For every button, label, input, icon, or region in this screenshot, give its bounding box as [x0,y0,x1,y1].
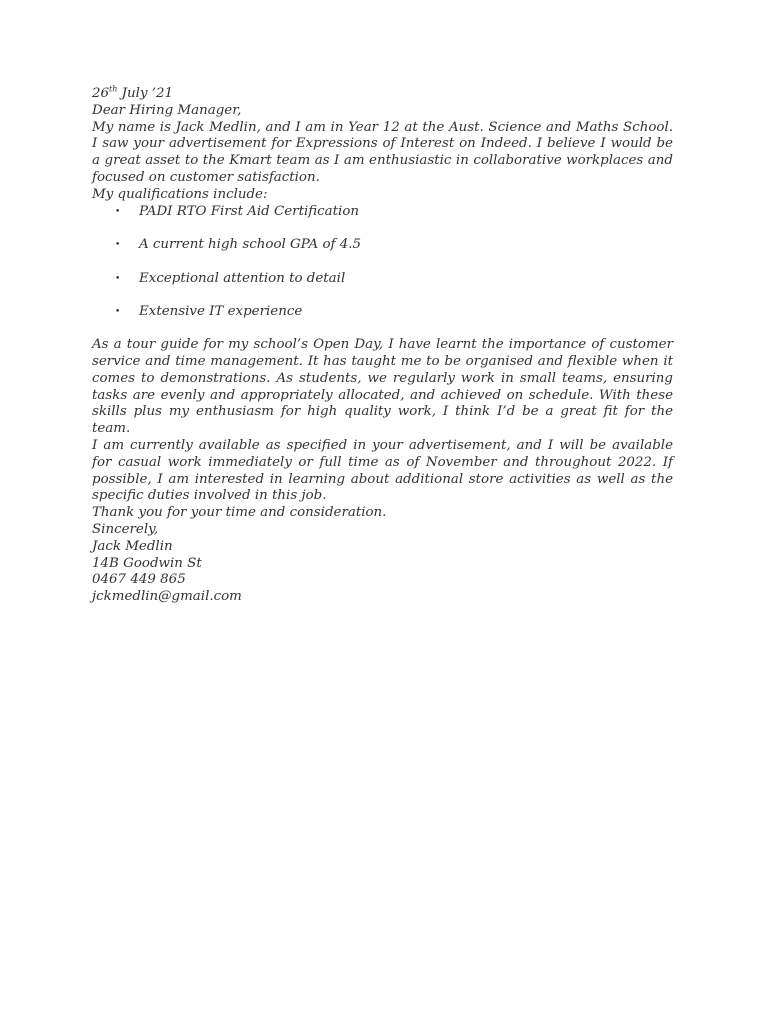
list-item [92,204,673,221]
thanks-line: Thank you for your time and consideration. [92,505,387,521]
bullet-icon: • [115,240,121,251]
date-suffix: th [109,84,118,94]
qualification-text: PADI RTO First Aid Certification [139,203,360,219]
date-day: 26 [92,86,110,101]
intro-paragraph: My name is Jack Medlin, and I am in Year 12 at the Aust. Science and Maths School. I saw your advertisement for Expressions of Interest on Indeed. I believe I would be a great asset to the Kmart team as I am enthusiastic in collaborative workplaces and focused on customer satisfaction. [92,119,673,185]
date-month-year: July ’21 [117,86,174,101]
qualification-text: Exceptional attention to detail [139,270,346,286]
qualifications-intro: My qualifications include: [92,186,268,202]
availability-paragraph: I am currently available as specified in your advertisement, and I will be available for casual work immediately or full time as of November and throughout 2022. If possible, I am interested in learning about additional store activities as well as the specific duties involved in this job. [92,437,673,504]
bullet-icon: • [115,206,121,217]
qualifications-list [92,204,673,322]
qualification-text: A current high school GPA of 4.5 [139,237,362,253]
sender-email: jckmedlin@gmail.com [92,589,242,605]
bullet-icon: • [115,307,121,318]
salutation: Dear Hiring Manager, [92,102,242,118]
list-item [92,237,673,254]
closing: Sincerely, [92,521,159,537]
list-item [92,304,673,321]
bullet-icon: • [115,273,121,284]
experience-paragraph: As a tour guide for my school’s Open Day, I have learnt the importance of customer service and time management. It has taught me to be organised and flexible when it comes to demonstrations. As students, we regularly work in small teams, ensuring tasks are evenly and appropriately allocated, and achieved on schedule. With these skills plus my enthusiasm for high quality work, I think I’d be a great fit for the team. [92,337,673,437]
signoff-block [92,522,673,606]
sender-phone: 0467 449 865 [92,572,186,588]
list-item [92,271,673,288]
sender-name: Jack Medlin [92,538,173,554]
qualification-text: Extensive IT experience [139,304,303,320]
letter-date [92,86,673,103]
cover-letter [92,86,673,606]
sender-address: 14B Goodwin St [92,555,202,571]
